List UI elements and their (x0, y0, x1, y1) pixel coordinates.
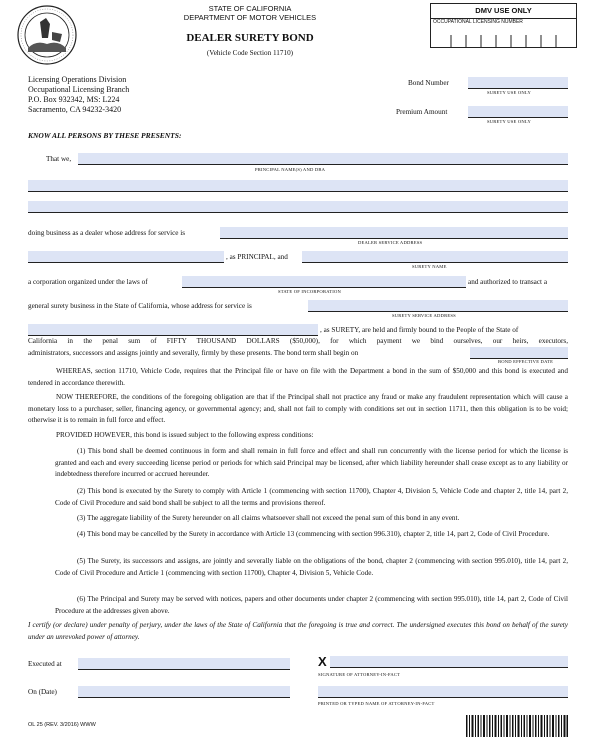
principal-name-field-3[interactable] (28, 201, 568, 213)
bond-number-label: Bond Number (408, 79, 449, 87)
occupational-licensing-label: OCCUPATIONAL LICENSING NUMBER (431, 18, 576, 25)
principal-name-caption: PRINCIPAL NAME(S) AND DBA (255, 167, 326, 172)
as-principal-label: , as PRINCIPAL, and (226, 253, 288, 261)
bond-term-text: administrators, successors and assigns jointly and severally, firmly by these presents. The bond term shall begin on (28, 349, 359, 357)
vehicle-code-reference: (Vehicle Code Section 11710) (206, 49, 294, 57)
principal-name-field[interactable] (78, 153, 568, 165)
executed-at-label: Executed at (28, 660, 62, 668)
form-title: DEALER SURETY BOND (186, 32, 314, 44)
authorized-label: and authorized to transact a (468, 278, 548, 286)
state-of-incorporation-field[interactable] (182, 276, 466, 288)
condition-5: (5) The Surety, its successors and assigns, are jointly and severally liable on the obligations of the bond, chapter 2 (commencing with section 995.010), title 14, part 2, Code of Civil Procedure and Article 1 (commencing with section 11700), Chapter 4, Division 5, Vehicle Code. (55, 557, 568, 577)
on-date-label: On (Date) (28, 688, 57, 696)
address-line-2: Occupational Licensing Branch (28, 85, 130, 94)
condition-6: (6) The Principal and Surety may be served with notices, papers and other documents under chapter 2 (commencing with section 995.010), title 14, part 2, Code of Civil Procedure at the addresses given above. (55, 595, 568, 615)
address-line-3: P.O. Box 932342, MS: L224 (28, 95, 120, 104)
executed-at-field[interactable] (78, 658, 290, 670)
surety-address-field-2[interactable] (28, 324, 318, 336)
principal-name-field-2[interactable] (28, 180, 568, 192)
doing-business-label: doing business as a dealer whose address for service is (28, 229, 186, 237)
signature-caption: SIGNATURE OF ATTORNEY-IN-FACT (318, 672, 401, 677)
dealer-address-caption: DEALER SERVICE ADDRESS (358, 240, 423, 245)
premium-amount-label: Premium Amount (396, 108, 448, 116)
surety-address-field[interactable] (308, 300, 568, 312)
condition-4: (4) This bond may be cancelled by the Surety in accordance with Article 13 (commencing with section 996.310), chapter 2, title 14, part 2, Code of Civil Procedure. (77, 530, 550, 538)
printed-name-field[interactable] (318, 686, 568, 698)
signature-x-mark: X (318, 654, 327, 669)
provided-however-paragraph: PROVIDED HOWEVER, this bond is issued subject to the following express conditions: (56, 431, 314, 439)
general-surety-label: general surety business in the State of California, whose address for service is (28, 302, 252, 310)
state-seal (16, 4, 78, 66)
certification-statement: I certify (or declare) under penalty of perjury, under the laws of the State of California that the foregoing is true and correct. The undersigned executes this bond on behalf of the surety under an unrevoked power of attorney. (28, 621, 568, 641)
address-line-1: Licensing Operations Division (28, 75, 127, 84)
dealer-address-field-2[interactable] (28, 251, 224, 263)
whereas-paragraph: WHEREAS, section 11710, Vehicle Code, requires that the Principal file or have on file with the Department a bond in the sum of $50,000 and this bond is executed and tendered in accordance therewith. (28, 367, 568, 387)
bond-number-field[interactable] (468, 77, 568, 89)
premium-amount-field[interactable] (468, 106, 568, 118)
condition-3: (3) The aggregate liability of the Surety hereunder on all claims whatsoever shall not exceed the penal sum of this bond in any event. (77, 514, 460, 522)
dmv-use-only-box (430, 3, 577, 48)
state-name: STATE OF CALIFORNIA (208, 4, 292, 13)
now-therefore-paragraph: NOW THEREFORE, the conditions of the foregoing obligation are that if the Principal shall not practice any fraud or make any fraudulent representation which will cause a monetary loss to a purchaser, seller, financing agency, or governmental agency; and, shall not fail to comply with conditions set out in section 11711, then this obligation is to be void; otherwise it is to remain in full force and effect. (28, 393, 568, 425)
surety-address-caption: SURETY SERVICE ADDRESS (392, 313, 456, 318)
corporation-label: a corporation organized under the laws of (28, 278, 148, 286)
that-we-label: That we, (46, 155, 72, 163)
condition-2: (2) This bond is executed by the Surety to comply with Article 1 (commencing with section 11700), Chapter 4, Division 5, Vehicle Code and chapter 2, title 14, part 2, Code of Civil Procedure and said bond shall be subject to all the terms and provisions thereof. (55, 487, 568, 507)
form-number: OL 25 (REV. 3/2016) WWW (28, 722, 96, 728)
bond-effective-date-caption: BOND EFFECTIVE DATE (498, 359, 554, 364)
bond-number-caption: SURETY USE ONLY (487, 90, 531, 95)
as-surety-label: , as SURETY, are held and firmly bound to the People of the State of (320, 326, 519, 334)
dealer-address-field[interactable] (220, 227, 568, 239)
incorporation-caption: STATE OF INCORPORATION (278, 289, 341, 294)
know-all-heading: KNOW ALL PERSONS BY THESE PRESENTS: (28, 131, 182, 140)
bond-effective-date-field[interactable] (470, 347, 568, 359)
dmv-box-title: DMV USE ONLY (475, 6, 532, 15)
department-name: DEPARTMENT OF MOTOR VEHICLES (183, 13, 317, 22)
premium-amount-caption: SURETY USE ONLY (487, 119, 531, 124)
penal-sum-text: California in the penal sum of FIFTY THOUSAND DOLLARS ($50,000), for which payment we bind ourselves, our heirs, executors, (28, 337, 568, 345)
surety-name-caption: SURETY NAME (412, 264, 447, 269)
signature-field[interactable] (330, 656, 568, 668)
printed-name-caption: PRINTED OR TYPED NAME OF ATTORNEY-IN-FACT (318, 701, 435, 706)
barcode (466, 715, 568, 737)
condition-1: (1) This bond shall be deemed continuous in form and shall remain in full force and effect and shall run concurrently with the license period for which the license is granted and each and every succeeding license period or periods for which said Principal may be licensed, after which liability hereunder shall cease except as to any liability or indebtedness therefore incurred or accrued hereunder. (55, 447, 568, 479)
on-date-field[interactable] (78, 686, 290, 698)
address-line-4: Sacramento, CA 94232-3420 (28, 105, 122, 114)
licensing-number-cells[interactable] (431, 31, 576, 47)
surety-name-field[interactable] (302, 251, 568, 263)
